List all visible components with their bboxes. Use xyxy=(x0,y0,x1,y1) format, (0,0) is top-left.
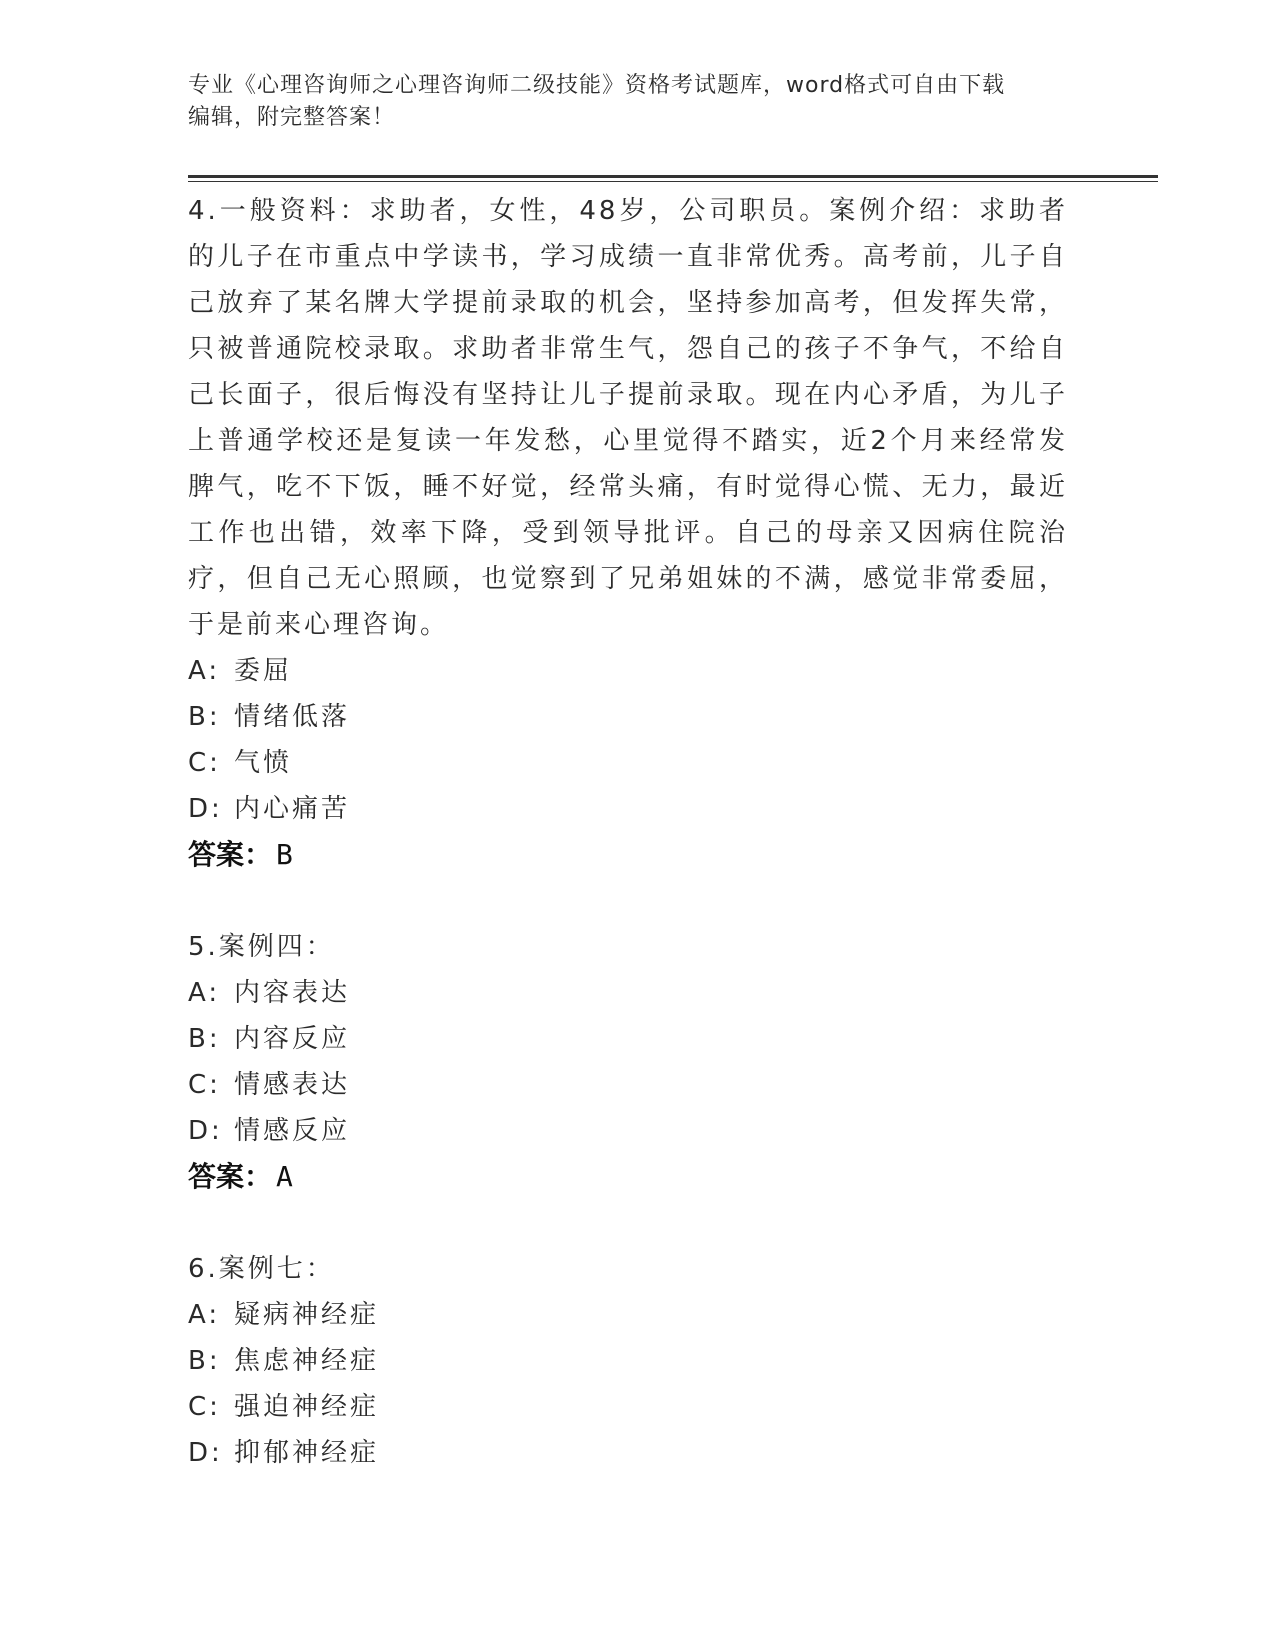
option-text: 情感反应 xyxy=(234,1116,351,1146)
option-text: 气愤 xyxy=(234,748,293,778)
question-stem: 5.案例四： xyxy=(188,932,335,962)
option-letter: C: xyxy=(188,1392,221,1422)
option-letter: D: xyxy=(188,794,223,824)
option-letter: C: xyxy=(188,1070,221,1100)
option-text: 焦虑神经症 xyxy=(234,1346,380,1376)
option-text: 抑郁神经症 xyxy=(234,1438,380,1468)
option-d xyxy=(188,786,1068,832)
header-divider-thin xyxy=(188,181,1158,182)
option-b xyxy=(188,694,1068,740)
option-d xyxy=(188,1108,1068,1154)
option-text: 内心痛苦 xyxy=(234,794,351,824)
question-list xyxy=(188,188,1068,1476)
option-c xyxy=(188,1384,1068,1430)
option-letter: D: xyxy=(188,1438,223,1468)
option-letter: A: xyxy=(188,1300,221,1330)
option-text: 情绪低落 xyxy=(234,702,351,732)
question-6 xyxy=(188,1246,1068,1476)
option-text: 强迫神经症 xyxy=(234,1392,380,1422)
document-header xyxy=(188,70,1068,134)
option-letter: B: xyxy=(188,702,221,732)
option-text: 情感表达 xyxy=(234,1070,351,1100)
header-line-2: 编辑，附完整答案！ xyxy=(188,105,396,130)
option-text: 内容反应 xyxy=(234,1024,351,1054)
question-4 xyxy=(188,188,1068,878)
answer-label: 答案： xyxy=(188,1160,273,1193)
option-c xyxy=(188,740,1068,786)
option-letter: D: xyxy=(188,1116,223,1146)
question-stem: 6.案例七： xyxy=(188,1254,335,1284)
answer-value: A xyxy=(276,1160,293,1193)
option-d xyxy=(188,1430,1068,1476)
option-a xyxy=(188,1292,1068,1338)
option-a xyxy=(188,970,1068,1016)
option-text: 内容表达 xyxy=(234,978,351,1008)
answer-line xyxy=(188,832,1068,878)
option-text: 委屈 xyxy=(234,656,293,686)
answer-value: B xyxy=(276,838,293,871)
option-c xyxy=(188,1062,1068,1108)
option-b xyxy=(188,1338,1068,1384)
header-divider-thick xyxy=(188,175,1158,178)
question-spacer xyxy=(188,1200,1068,1246)
option-letter: A: xyxy=(188,656,221,686)
question-stem: 4.一般资料：求助者，女性，48岁，公司职员。案例介绍：求助者的儿子在市重点中学读书，学习成绩一直非常优秀。高考前，儿子自己放弃了某名牌大学提前录取的机会，坚持参加高考，但发挥失常，只被普通院校录取。求助者非常生气，怨自己的孩子不争气，不给自己长面子，很后悔没有坚持让儿子提前录取。现在内心矛盾，为儿子上普通学校还是复读一年发愁，心里觉得不踏实，近2个月来经常发脾气，吃不下饭，睡不好觉，经常头痛，有时觉得心慌、无力，最近工作也出错，效率下降，受到领导批评。自己的母亲又因病住院治疗，但自己无心照顾，也觉察到了兄弟姐妹的不满，感觉非常委屈，于是前来心理咨询。 xyxy=(188,196,1068,640)
option-letter: A: xyxy=(188,978,221,1008)
option-b xyxy=(188,1016,1068,1062)
question-spacer xyxy=(188,878,1068,924)
option-letter: C: xyxy=(188,748,221,778)
option-letter: B: xyxy=(188,1346,221,1376)
option-text: 疑病神经症 xyxy=(234,1300,380,1330)
answer-line xyxy=(188,1154,1068,1200)
option-letter: B: xyxy=(188,1024,221,1054)
answer-label: 答案： xyxy=(188,838,273,871)
question-5 xyxy=(188,924,1068,1200)
header-line-1: 专业《心理咨询师之心理咨询师二级技能》资格考试题库，word格式可自由下载 xyxy=(188,73,1006,98)
option-a xyxy=(188,648,1068,694)
